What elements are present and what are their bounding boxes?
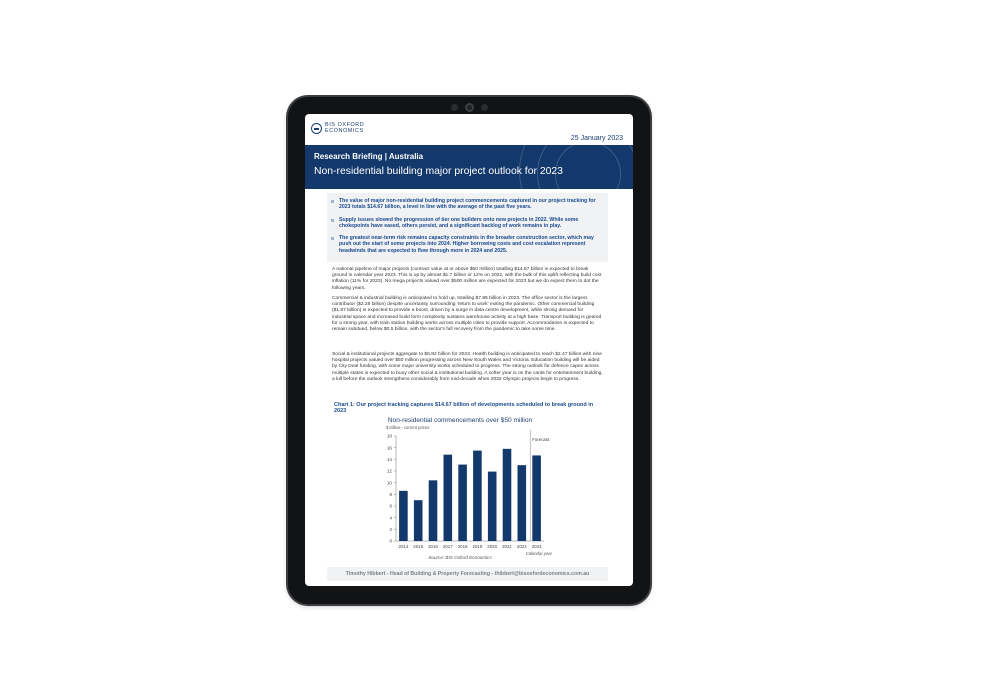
title-banner [305,145,633,189]
chart-title: Non-residential commencements over $50 million [387,417,533,424]
logo-line-2: ECONOMICS [325,128,364,134]
y-tick-label: 12 [386,468,392,474]
bullet-icon [331,219,334,222]
bar-2020 [488,472,497,541]
x-tick-label: 2019 [472,544,483,549]
x-tick-label: 2017 [442,544,453,549]
globe-decoration [555,145,621,189]
chart-caption: Chart 1: Our project tracking captures $14.67 billion of developments scheduled to break ground in 2023 [334,402,594,414]
y-tick-label: 8 [389,491,392,497]
key-point-text: Supply issues slowed the progression of tier one builders onto new projects in 2022. While some chokepoints have eased, others persist, and a significant backlog of work remains in play. [339,217,579,230]
body-paragraph: A national pipeline of major projects (contract value at or above $50 million) totalling $14.67 billion is expected to break ground in calendar year 2023. This is up by almost $1.7 billion or 12% on 2022, with the bulk of this uplift reflecting build cost inflation (11% for 2023). No mega projects valued over $500 million are expected for 2023 but we do expect them to dot the following years. [332,267,602,291]
logo-icon [311,123,322,134]
bar-2017 [444,455,453,541]
forecast-label: Forecast [532,437,550,442]
key-point [339,235,603,254]
bar-2023 [532,455,541,541]
logo-text [325,122,364,134]
y-tick-label: 18 [386,433,392,439]
key-point [339,198,603,211]
body-paragraph: Commercial & industrial building is anticipated to hold up, totalling $7.86 billion in 2023. The office sector is the largest contributor ($2.28 billion) despite uncertainty surrounding 'return to work' exiting the pandemic. Other commercial building ($1.87 billion) is expected to provide a boost, driven by a surge in data centre development, while strong demand for industrial space and increased build form complexity sustains warehouse activity at a high base. Transport building is geared for a strong year, with train station building works across multiple cities to provide support. Accommodation is expected to remain subdued, below $0.5 billion, with the sector's full recovery from the pandemic to take some time. [332,296,602,333]
y-axis-label: $ billion - current prices [386,425,430,430]
sensor-icon [451,104,458,111]
bis-oxford-logo [311,122,371,138]
bar-2014 [399,491,408,541]
bullet-icon [331,237,334,240]
bar-2019 [473,451,482,541]
chart-source: Source: BIS Oxford Economics [428,555,492,560]
y-tick-label: 10 [386,480,392,486]
document-page[interactable] [305,114,633,586]
x-tick-label: 2020 [487,544,498,549]
bar-chart [360,414,560,564]
body-paragraph: Social & institutional projects aggregate to $6.82 billion for 2023. Health building is anticipated to reach $2.47 billion with nine hospital projects valued over $50 million progressing across New South Wales and Victoria. Education building will be aided by City Deal funding, with some major university works scheduled to progress. The strong outlook for defence capex across multiple states is expected to buoy other social & institutional building. A softer year is on the cards for entertainment building, a lull before the outlook strengthens considerably from mid-decade when 2032 Olympic projects begin to progress. [332,352,603,382]
y-tick-label: 6 [389,503,392,509]
x-tick-label: 2018 [457,544,468,549]
tablet-device [288,97,650,604]
bar-2015 [414,500,423,541]
key-points-box [327,193,608,262]
key-point [339,217,603,230]
key-point-text: The greatest near-term risk remains capacity constraints in the broader construction sector, which may push out the start of some projects into 2024. Higher borrowing costs and cost escalation represent headwinds that are expected to flow through more in 2024 and 2025. [339,235,594,254]
bar-2016 [429,480,438,541]
x-tick-label: 2021 [502,544,512,549]
bar-2022 [518,465,527,541]
y-tick-label: 16 [386,445,392,451]
x-tick-label: 2014 [398,544,409,549]
author-footer: Timothy Hibbert - Head of Building & Property Forecasting - thibbert@bisoxfordeconomics.com.au [327,567,608,581]
y-tick-label: 2 [389,526,392,532]
camera-bar [434,103,504,113]
x-tick-label: 2023 [531,544,542,549]
x-axis-label: Calendar year [525,551,552,556]
x-tick-label: 2015 [413,544,424,549]
document-title: Non-residential building major project outlook for 2023 [314,166,563,177]
x-tick-label: 2016 [428,544,438,549]
document-date: 25 January 2023 [570,135,623,142]
y-tick-label: 4 [389,515,392,521]
key-point-text: The value of major non-residential building project commencements captured in our project tracking for 2023 totals $14.67 billion, a level in line with the average of the past five years. [339,198,596,211]
camera-icon [465,103,474,112]
bar-2018 [458,465,467,541]
bullet-icon [331,200,334,203]
bar-2021 [503,449,512,541]
sensor-icon [481,104,488,111]
x-tick-label: 2022 [516,544,527,549]
banner-kicker: Research Briefing | Australia [314,152,424,161]
y-tick-label: 0 [389,538,392,544]
y-tick-label: 14 [386,456,392,462]
logo-line-1: BIS OXFORD [325,122,365,128]
